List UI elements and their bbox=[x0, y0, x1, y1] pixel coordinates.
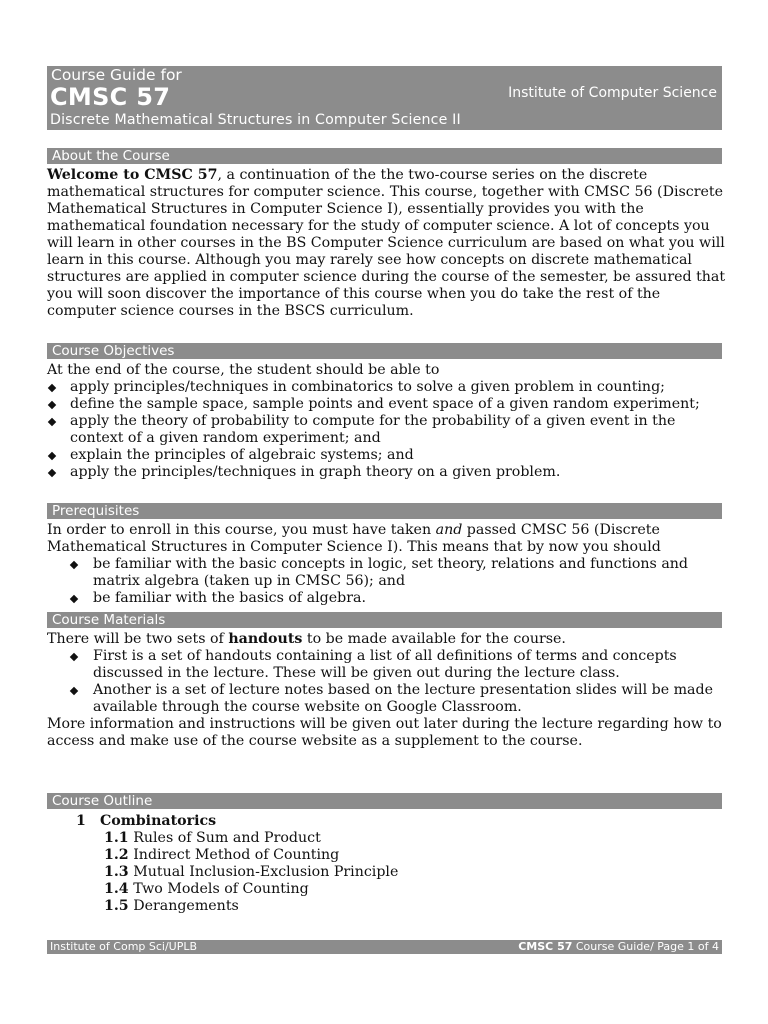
diamond-bullet-icon bbox=[70, 653, 78, 661]
diamond-bullet-icon bbox=[48, 452, 56, 460]
diamond-bullet-icon bbox=[48, 418, 56, 426]
institute-name: Institute of Computer Science bbox=[508, 85, 717, 101]
guide-label: Course Guide for bbox=[51, 66, 182, 84]
about-paragraph bbox=[47, 167, 727, 320]
footer-page-info: CMSC 57 Course Guide/ Page 1 of 4 bbox=[518, 940, 719, 953]
outline-subsection: 1.5 Derangements bbox=[104, 898, 239, 914]
materials-closing: More information and instructions will be given out later during the lecture regarding how to access and make use of the course website as a supplement to the course. bbox=[47, 716, 722, 749]
outline-subsection: 1.2 Indirect Method of Counting bbox=[104, 847, 340, 863]
list-item: apply principles/techniques in combinatorics to solve a given problem in counting; bbox=[47, 379, 727, 396]
diamond-bullet-icon bbox=[48, 469, 56, 477]
list-item: be familiar with the basics of algebra. bbox=[47, 590, 727, 607]
objectives-intro: At the end of the course, the student should be able to bbox=[47, 362, 440, 378]
materials-block bbox=[47, 631, 727, 750]
list-item: define the sample space, sample points and event space of a given random experiment; bbox=[47, 396, 727, 413]
prerequisites-block bbox=[47, 522, 727, 607]
section-heading-objectives: Course Objectives bbox=[47, 343, 722, 359]
course-outline bbox=[47, 813, 727, 915]
course-title: Discrete Mathematical Structures in Computer Science II bbox=[50, 112, 461, 128]
objectives-list bbox=[47, 379, 727, 481]
welcome-text: Welcome to CMSC 57 bbox=[47, 167, 218, 183]
outline-subsection: 1.3 Mutual Inclusion-Exclusion Principle bbox=[104, 864, 399, 880]
about-body: , a continuation of the the two-course series on the discrete mathematical structures for computer science. This course, together with CMSC 56 (Discrete Mathematical Structures in Computer Science I), essentially provides you with the mathematical foundation necessary for the study of computer science. A lot of concepts you will learn in other courses in the BS Computer Science curriculum are based on what you will learn in this course. Although you may rarely see how concepts on discrete mathematical structures are applied in computer science during the course of the semester, be assured that you will soon discover the importance of this course when you do take the rest of the computer science courses in the BSCS curriculum. bbox=[47, 167, 726, 319]
diamond-bullet-icon bbox=[48, 401, 56, 409]
diamond-bullet-icon bbox=[48, 384, 56, 392]
list-item: explain the principles of algebraic systems; and bbox=[47, 447, 727, 464]
list-item: First is a set of handouts containing a list of all definitions of terms and concepts discussed in the lecture. These will be given out during the lecture class. bbox=[47, 648, 727, 682]
diamond-bullet-icon bbox=[70, 687, 78, 695]
prerequisites-text: In order to enroll in this course, you must have taken and passed CMSC 56 (Discrete Mathematical Structures in Computer Science I). This means that by now you should bbox=[47, 522, 661, 555]
section-heading-materials: Course Materials bbox=[47, 612, 722, 628]
page-footer bbox=[47, 940, 722, 954]
emphasis-text: and bbox=[435, 522, 463, 538]
section-heading-about: About the Course bbox=[47, 148, 722, 164]
section-heading-prerequisites: Prerequisites bbox=[47, 503, 722, 519]
materials-intro: There will be two sets of handouts to be made available for the course. bbox=[47, 631, 566, 647]
outline-subsection: 1.4 Two Models of Counting bbox=[104, 881, 309, 897]
prerequisites-list bbox=[47, 556, 727, 607]
materials-list bbox=[47, 648, 727, 716]
course-header-banner bbox=[47, 66, 722, 130]
footer-institute: Institute of Comp Sci/UPLB bbox=[50, 940, 198, 953]
diamond-bullet-icon bbox=[70, 561, 78, 569]
outline-subsection: 1.1 Rules of Sum and Product bbox=[104, 830, 321, 846]
list-item: be familiar with the basic concepts in logic, set theory, relations and functions and matrix algebra (taken up in CMSC 56); and bbox=[47, 556, 727, 590]
list-item: apply the principles/techniques in graph theory on a given problem. bbox=[47, 464, 727, 481]
list-item: Another is a set of lecture notes based on the lecture presentation slides will be made available through the course website on Google Classroom. bbox=[47, 682, 727, 716]
objectives-block bbox=[47, 362, 727, 481]
diamond-bullet-icon bbox=[70, 595, 78, 603]
course-code: CMSC 57 bbox=[50, 83, 171, 111]
list-item: apply the theory of probability to compute for the probability of a given event in the context of a given random experiment; and bbox=[47, 413, 727, 447]
section-heading-outline: Course Outline bbox=[47, 793, 722, 809]
handouts-text: handouts bbox=[228, 631, 303, 647]
outline-section: 1 Combinatorics bbox=[76, 813, 217, 829]
